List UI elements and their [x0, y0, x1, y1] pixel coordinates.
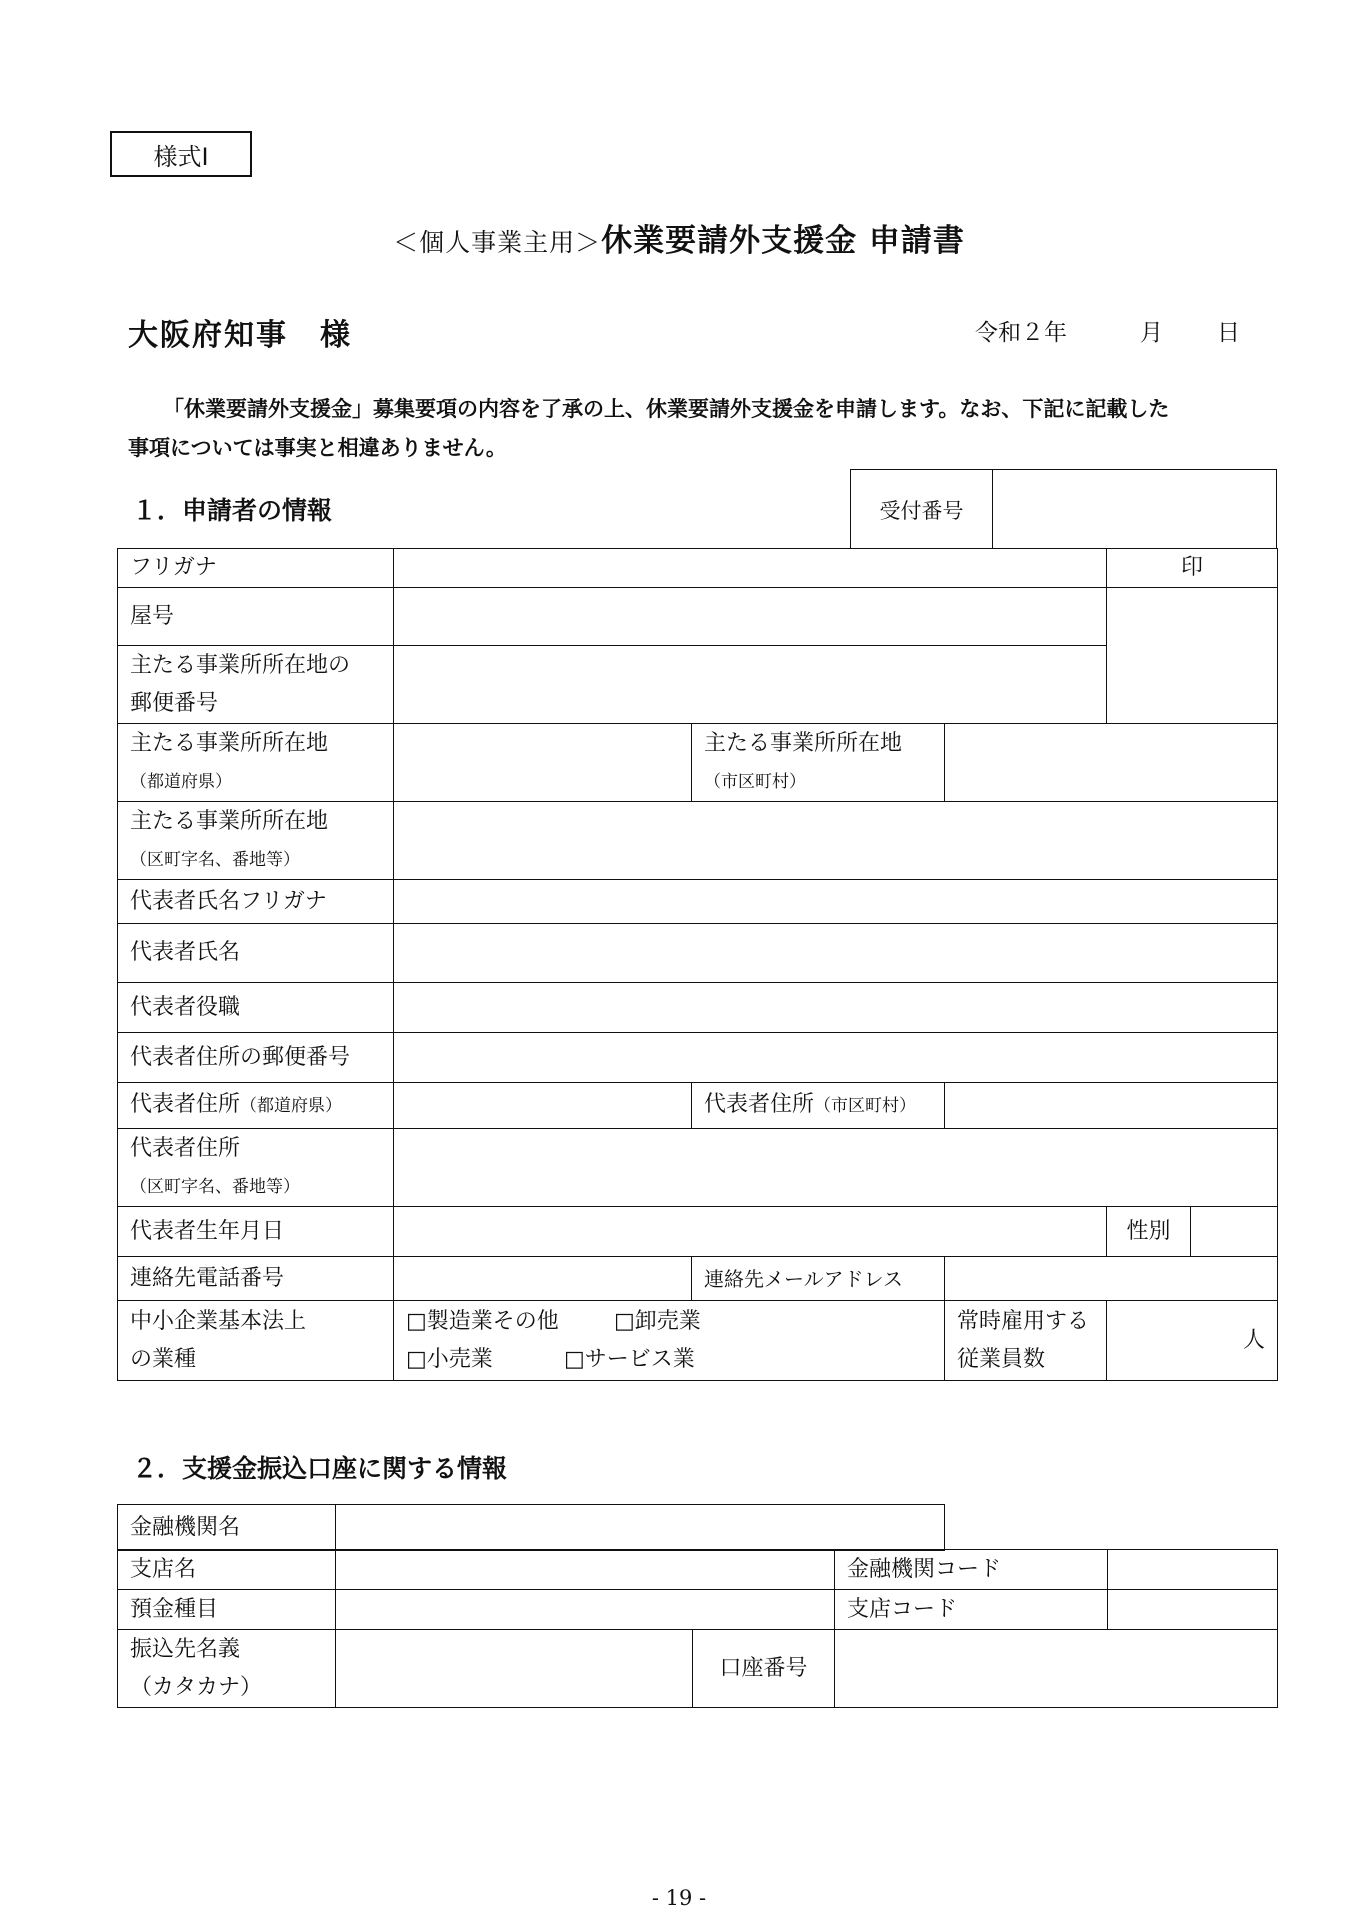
account-number-field[interactable] [835, 1630, 1278, 1708]
receipt-number-label: 受付番号 [851, 470, 993, 549]
checkbox-retail[interactable]: □小売業 [406, 1346, 493, 1372]
rep-birth-field[interactable] [394, 1207, 1107, 1257]
label-branch-code: 支店コード [835, 1590, 1108, 1630]
rep-prefecture-field[interactable] [394, 1083, 692, 1129]
rep-name-field[interactable] [394, 924, 1278, 983]
seal-label: 印 [1107, 549, 1278, 588]
label-rep-birth: 代表者生年月日 [118, 1207, 394, 1257]
label-bank-code: 金融機関コード [835, 1550, 1108, 1590]
branch-name-field[interactable] [336, 1550, 835, 1590]
section2-heading: ２．支援金振込口座に関する情報 [132, 1454, 508, 1483]
label-rep-postal: 代表者住所の郵便番号 [118, 1033, 394, 1083]
employees-unit: 人 [1243, 1327, 1266, 1353]
label-trade-name: 屋号 [118, 588, 394, 646]
industry-options [394, 1301, 945, 1381]
bank-code-field[interactable] [1108, 1550, 1278, 1590]
phone-field[interactable] [394, 1257, 692, 1301]
label-industry: 中小企業基本法上 の業種 [118, 1301, 394, 1381]
label-rep-name: 代表者氏名 [118, 924, 394, 983]
employees-field[interactable] [1107, 1301, 1278, 1381]
label-office-prefecture: 主たる事業所所在地 （都道府県） [118, 724, 394, 802]
label-phone: 連絡先電話番号 [118, 1257, 394, 1301]
label-gender: 性別 [1107, 1207, 1191, 1257]
office-street-field[interactable] [394, 802, 1278, 880]
label-rep-furigana: 代表者氏名フリガナ [118, 880, 394, 924]
section1-heading: １．申請者の情報 [132, 496, 333, 525]
rep-postal-field[interactable] [394, 1033, 1278, 1083]
furigana-field[interactable] [394, 549, 1107, 588]
label-bank-name: 金融機関名 [118, 1505, 336, 1551]
email-field[interactable] [945, 1257, 1278, 1301]
form-title: ＜個人事業主用＞休業要請外支援金 申請書 [393, 223, 965, 259]
gender-field[interactable] [1191, 1207, 1278, 1257]
rep-title-field[interactable] [394, 983, 1278, 1033]
label-office-postal: 主たる事業所所在地の 郵便番号 [118, 646, 394, 724]
receipt-number-box [850, 469, 1277, 549]
trade-name-field[interactable] [394, 588, 1107, 646]
bank-name-field[interactable] [336, 1505, 945, 1551]
branch-code-field[interactable] [1108, 1590, 1278, 1630]
account-holder-field[interactable] [336, 1630, 693, 1708]
office-prefecture-field[interactable] [394, 724, 692, 802]
rep-furigana-field[interactable] [394, 880, 1278, 924]
checkbox-service[interactable]: □サービス業 [564, 1346, 695, 1372]
label-furigana: フリガナ [118, 549, 394, 588]
rep-street-field[interactable] [394, 1129, 1278, 1207]
date-day: 日 [1217, 320, 1240, 346]
bank-account-table [117, 1549, 1278, 1708]
label-account-holder: 振込先名義 （カタカナ） [118, 1630, 336, 1708]
account-type-field[interactable] [336, 1590, 835, 1630]
office-postal-field[interactable] [394, 646, 1107, 724]
label-branch-name: 支店名 [118, 1550, 336, 1590]
office-city-field[interactable] [945, 724, 1278, 802]
form-id-box: 様式Ⅰ [110, 131, 252, 177]
label-rep-street: 代表者住所 （区町字名、番地等） [118, 1129, 394, 1207]
date-year: 令和２年 [975, 320, 1067, 346]
seal-area[interactable] [1107, 588, 1278, 724]
checkbox-manufacturing[interactable]: □製造業その他 [406, 1308, 559, 1334]
applicant-info-table [117, 548, 1278, 1381]
label-rep-title: 代表者役職 [118, 983, 394, 1033]
receipt-number-field[interactable] [993, 470, 1276, 549]
label-account-number: 口座番号 [693, 1630, 835, 1708]
label-employees: 常時雇用する 従業員数 [945, 1301, 1107, 1381]
bank-name-table [117, 1504, 945, 1551]
addressee: 大阪府知事 様 [128, 318, 352, 353]
label-office-street: 主たる事業所所在地 （区町字名、番地等） [118, 802, 394, 880]
intro-text: 「休業要請外支援金」募集要項の内容を了承の上、休業要請外支援金を申請します。なお、下記に記載した 事項については事実と相違ありません。 [128, 397, 1170, 460]
label-account-type: 預金種目 [118, 1590, 336, 1630]
label-office-city: 主たる事業所所在地 （市区町村） [692, 724, 945, 802]
rep-city-field[interactable] [945, 1083, 1278, 1129]
checkbox-wholesale[interactable]: □卸売業 [614, 1308, 701, 1334]
label-email: 連絡先メールアドレス [692, 1257, 945, 1301]
label-rep-city: 代表者住所（市区町村） [692, 1083, 945, 1129]
page-number: - 19 - [651, 1886, 707, 1910]
date-month: 月 [1140, 320, 1163, 346]
label-rep-prefecture: 代表者住所（都道府県） [118, 1083, 394, 1129]
